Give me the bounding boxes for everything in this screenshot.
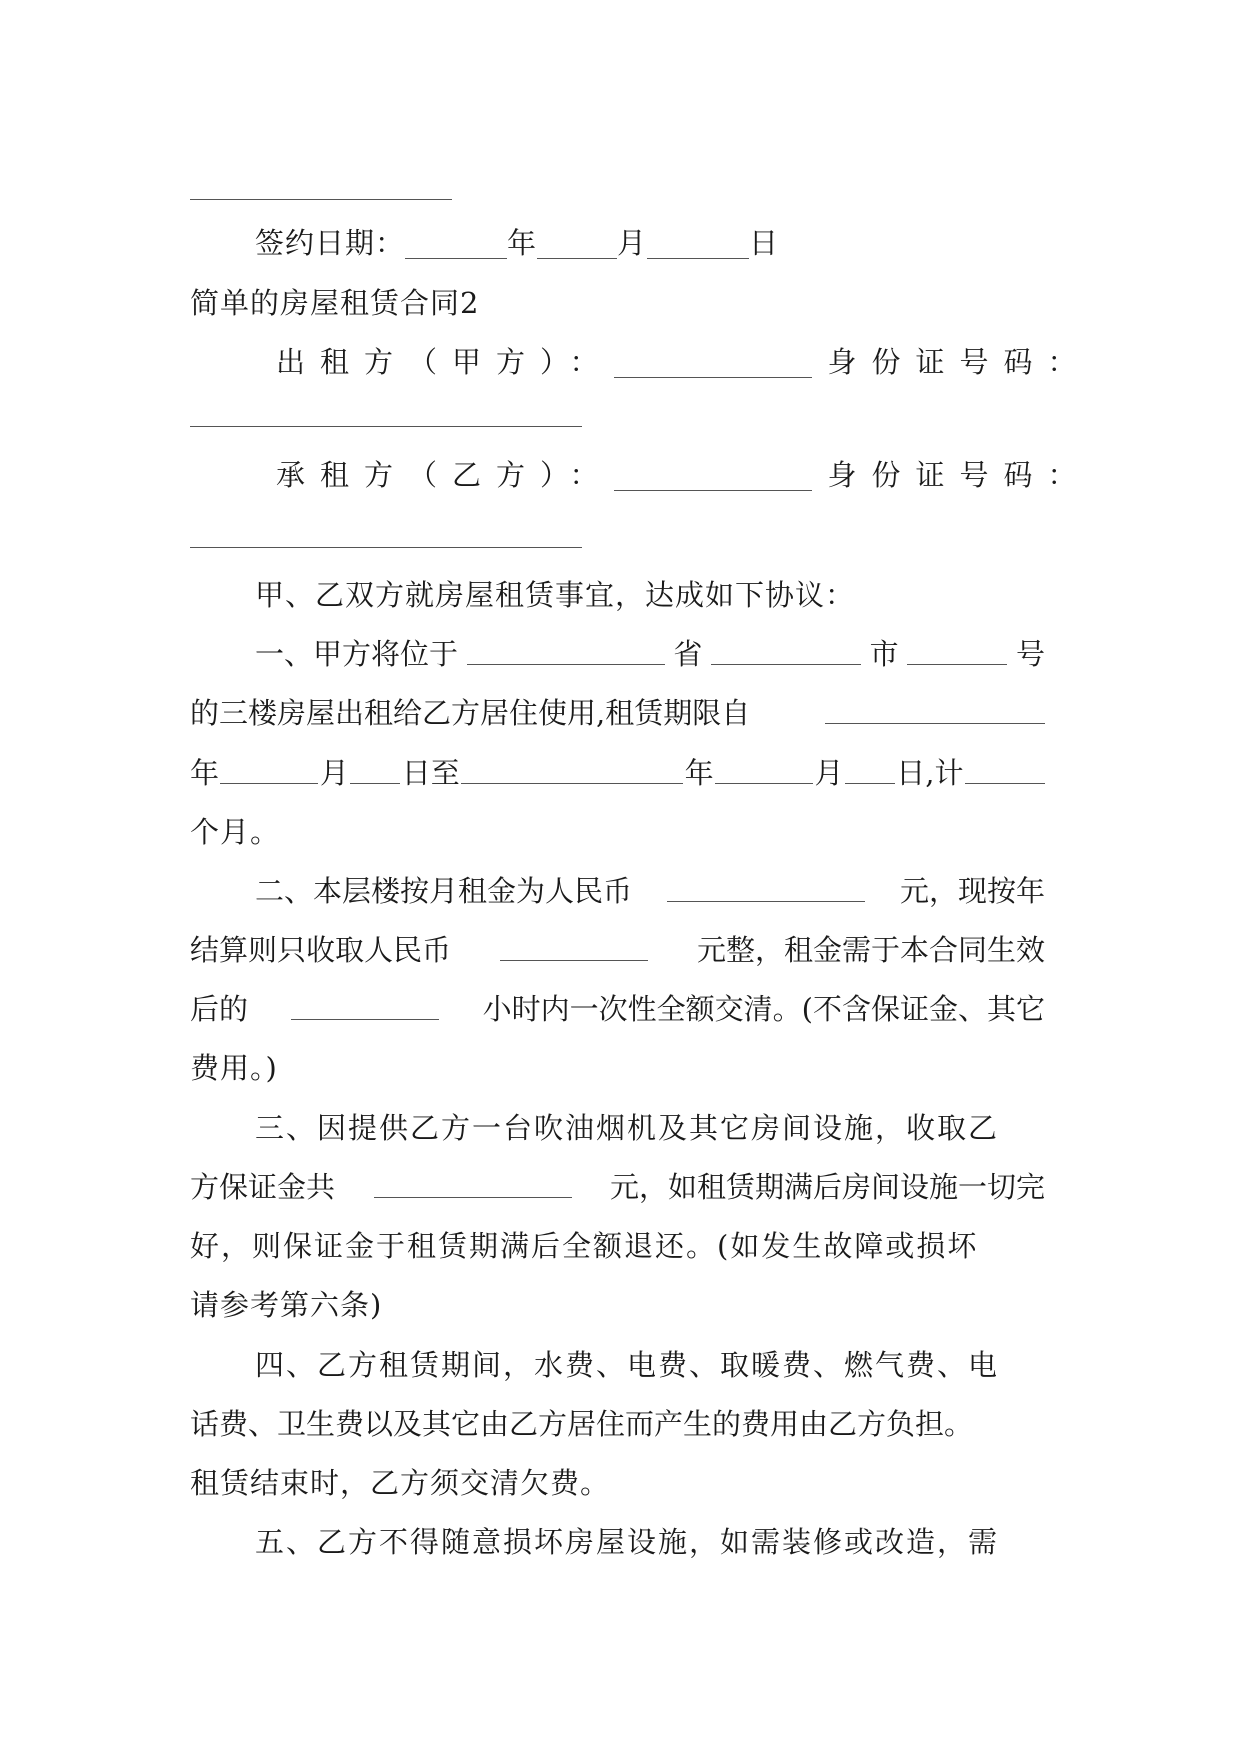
sign-date-line xyxy=(255,223,779,263)
lessor-name-blank[interactable] xyxy=(614,347,812,378)
start-year-blank[interactable] xyxy=(825,693,1045,724)
intro-paragraph: 甲、乙双方就房屋租赁事宜，达成如下协议： xyxy=(255,578,856,612)
end-month-blank[interactable] xyxy=(715,753,813,784)
deposit-blank[interactable] xyxy=(374,1167,572,1198)
contract-title: 简单的房屋租赁合同2 xyxy=(190,286,480,320)
end-day-blank[interactable] xyxy=(845,753,895,784)
sign-month-blank[interactable] xyxy=(537,228,617,259)
number-blank[interactable] xyxy=(907,634,1007,665)
lessor-label: 出租方（甲方）： xyxy=(276,345,614,379)
sign-year-blank[interactable] xyxy=(405,228,507,259)
sign-day-label: 日 xyxy=(749,226,780,260)
lessor-id-blank[interactable] xyxy=(190,426,582,427)
lessee-name-blank[interactable] xyxy=(614,460,812,491)
end-year-blank[interactable] xyxy=(461,753,683,784)
city-blank[interactable] xyxy=(711,634,861,665)
clause2-line2: 结算则只收取人民币 元整，租金需于本合同生效 xyxy=(190,930,1045,970)
clause4-line1: 四、乙方租赁期间，水费、电费、取暖费、燃气费、电 xyxy=(255,1348,1000,1382)
start-day-blank[interactable] xyxy=(350,753,400,784)
clause2-line3: 后的 小时内一次性全额交清。(不含保证金、其它 xyxy=(190,989,1045,1029)
sign-year-label: 年 xyxy=(507,226,538,260)
clause4-line2: 话费、卫生费以及其它由乙方居住而产生的费用由乙方负担。 xyxy=(190,1407,974,1441)
months-blank[interactable] xyxy=(965,753,1045,784)
clause1-line2: 的三楼房屋出租给乙方居住使用,租赁期限自 xyxy=(190,693,1045,733)
lessee-id-label: 身份证号码： xyxy=(827,458,1092,492)
clause1-line3: 年 月 日至 年 月 日,计 xyxy=(190,753,1045,793)
sign-month-label: 月 xyxy=(617,226,648,260)
lessee-id-blank[interactable] xyxy=(190,547,582,548)
monthly-rent-blank[interactable] xyxy=(667,871,865,902)
clause1-line1: 一、甲方将位于 省 市 号 xyxy=(255,634,1045,674)
lessee-line xyxy=(276,455,1092,495)
clause1-line4: 个月。 xyxy=(190,815,281,849)
sign-date-label: 签约日期： xyxy=(255,226,406,260)
clause3-line3: 好，则保证金于租赁期满后全额退还。(如发生故障或损坏 xyxy=(190,1229,979,1263)
lessor-id-label: 身份证号码： xyxy=(827,345,1092,379)
annual-rent-blank[interactable] xyxy=(500,930,648,961)
clause2-line4: 费用。) xyxy=(190,1051,278,1085)
sign-day-blank[interactable] xyxy=(647,228,749,259)
payment-hours-blank[interactable] xyxy=(291,989,439,1020)
province-blank[interactable] xyxy=(467,634,665,665)
clause3-line4: 请参考第六条) xyxy=(190,1288,383,1322)
lessor-line xyxy=(276,342,1092,382)
clause5-line1: 五、乙方不得随意损坏房屋设施，如需装修或改造，需 xyxy=(255,1525,1000,1559)
clause3-line1: 三、因提供乙方一台吹油烟机及其它房间设施，收取乙 xyxy=(255,1111,1000,1145)
clause3-line2: 方保证金共 元，如租赁期满后房间设施一切完 xyxy=(190,1167,1045,1207)
top-blank-line xyxy=(190,199,452,200)
clause2-line1: 二、本层楼按月租金为人民币 元，现按年 xyxy=(255,871,1045,911)
lessee-label: 承租方（乙方）： xyxy=(276,458,614,492)
start-month-blank[interactable] xyxy=(220,753,318,784)
clause4-line3: 租赁结束时，乙方须交清欠费。 xyxy=(190,1466,611,1500)
